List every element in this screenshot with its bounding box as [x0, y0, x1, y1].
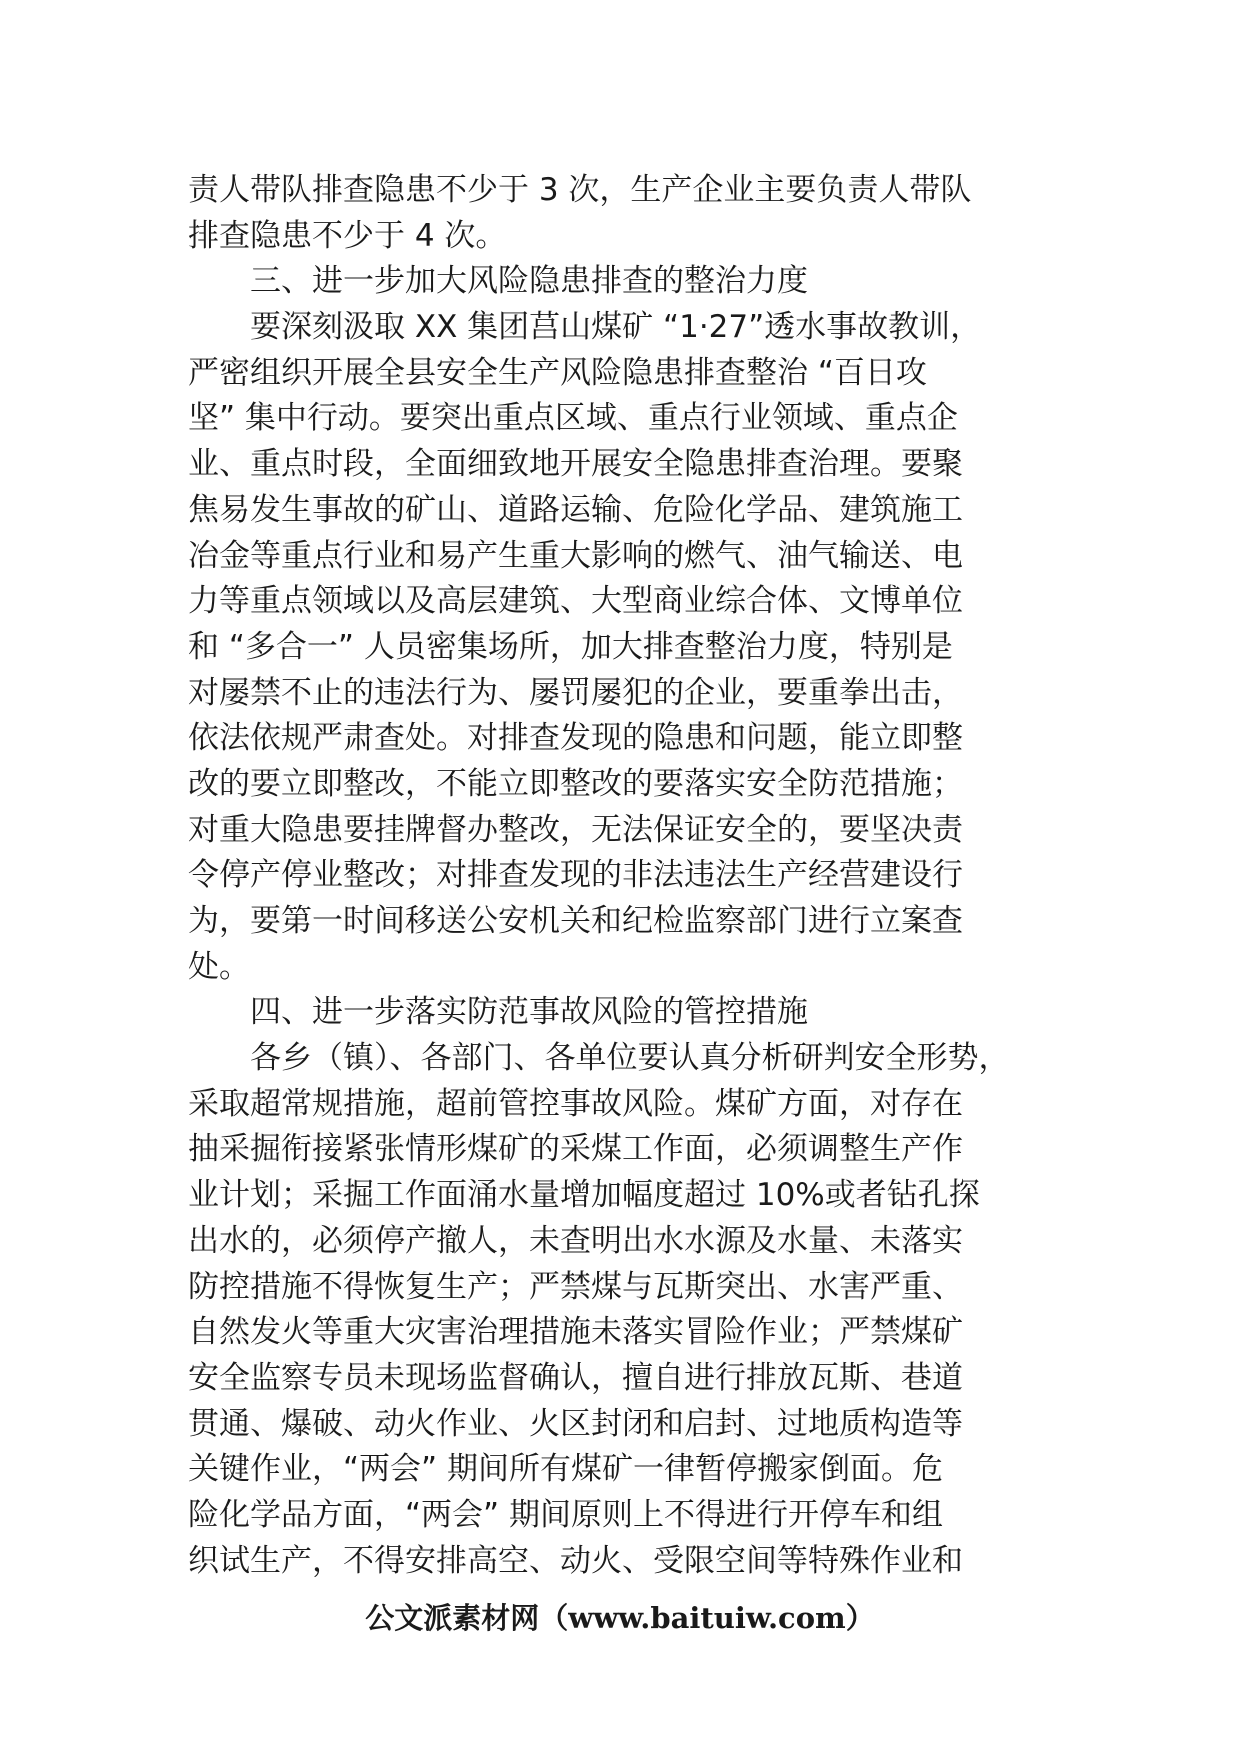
text-line: 冶金等重点行业和易产生重大影响的燃气、油气输送、电 — [188, 537, 963, 574]
text-line: 令停产停业整改；对排查发现的非法违法生产经营建设行 — [188, 857, 963, 894]
text-line: 处。 — [188, 948, 250, 985]
text-line: 安全监察专员未现场监督确认，擅自进行排放瓦斯、巷道 — [188, 1359, 963, 1396]
text-line: 排查隐患不少于 4 次。 — [188, 217, 507, 254]
text-line: 自然发火等重大灾害治理措施未落实冒险作业；严禁煤矿 — [188, 1314, 963, 1351]
text-line: 各乡（镇）、各部门、各单位要认真分析研判安全形势， — [188, 1040, 1010, 1077]
text-line: 险化学品方面，“两会” 期间原则上不得进行开停车和组 — [188, 1496, 943, 1533]
text-line: 和 “多合一” 人员密集场所，加大排查整治力度，特别是 — [188, 628, 953, 665]
text-line: 依法依规严肃查处。对排查发现的隐患和问题，能立即整 — [188, 720, 963, 757]
text-line: 业、重点时段，全面细致地开展安全隐患排查治理。要聚 — [188, 446, 963, 483]
text-line: 抽采掘衔接紧张情形煤矿的采煤工作面，必须调整生产作 — [188, 1131, 963, 1168]
text-line: 业计划；采掘工作面涌水量增加幅度超过 10%或者钻孔探 — [188, 1177, 980, 1214]
text-line: 对屡禁不止的违法行为、屡罚屡犯的企业，要重拳出击， — [188, 674, 963, 711]
text-line: 严密组织开展全县安全生产风险隐患排查整治 “百日攻 — [188, 354, 927, 391]
text-line: 出水的，必须停产撤人，未查明出水水源及水量、未落实 — [188, 1222, 963, 1259]
text-line: 防控措施不得恢复生产；严禁煤与瓦斯突出、水害严重、 — [188, 1268, 963, 1305]
section-heading: 四、进一步落实防范事故风险的管控措施 — [188, 994, 808, 1031]
text-line: 责人带队排查隐患不少于 3 次，生产企业主要负责人带队 — [188, 172, 972, 208]
text-line: 贯通、爆破、动火作业、火区封闭和启封、过地质构造等 — [188, 1405, 963, 1442]
text-line: 力等重点领域以及高层建筑、大型商业综合体、文博单位 — [188, 583, 963, 620]
text-line: 采取超常规措施，超前管控事故风险。煤矿方面，对存在 — [188, 1085, 963, 1122]
section-heading: 三、进一步加大风险隐患排查的整治力度 — [188, 263, 808, 300]
text-line: 对重大隐患要挂牌督办整改，无法保证安全的，要坚决责 — [188, 811, 963, 848]
text-line: 织试生产，不得安排高空、动火、受限空间等特殊作业和 — [188, 1542, 963, 1579]
text-line: 焦易发生事故的矿山、道路运输、危险化学品、建筑施工 — [188, 491, 963, 528]
body-text — [188, 168, 1068, 1584]
footer-watermark: 公文派素材网（www.baituiw.com） — [365, 1601, 875, 1635]
text-line: 要深刻汲取 XX 集团莒山煤矿 “1·27”透水事故教训， — [188, 309, 982, 346]
text-line: 改的要立即整改，不能立即整改的要落实安全防范措施； — [188, 765, 963, 802]
text-line: 坚” 集中行动。要突出重点区域、重点行业领域、重点企 — [188, 400, 958, 437]
text-line: 关键作业，“两会” 期间所有煤矿一律暂停搬家倒面。危 — [188, 1451, 943, 1488]
text-line: 为，要第一时间移送公安机关和纪检监察部门进行立案查 — [188, 903, 963, 939]
